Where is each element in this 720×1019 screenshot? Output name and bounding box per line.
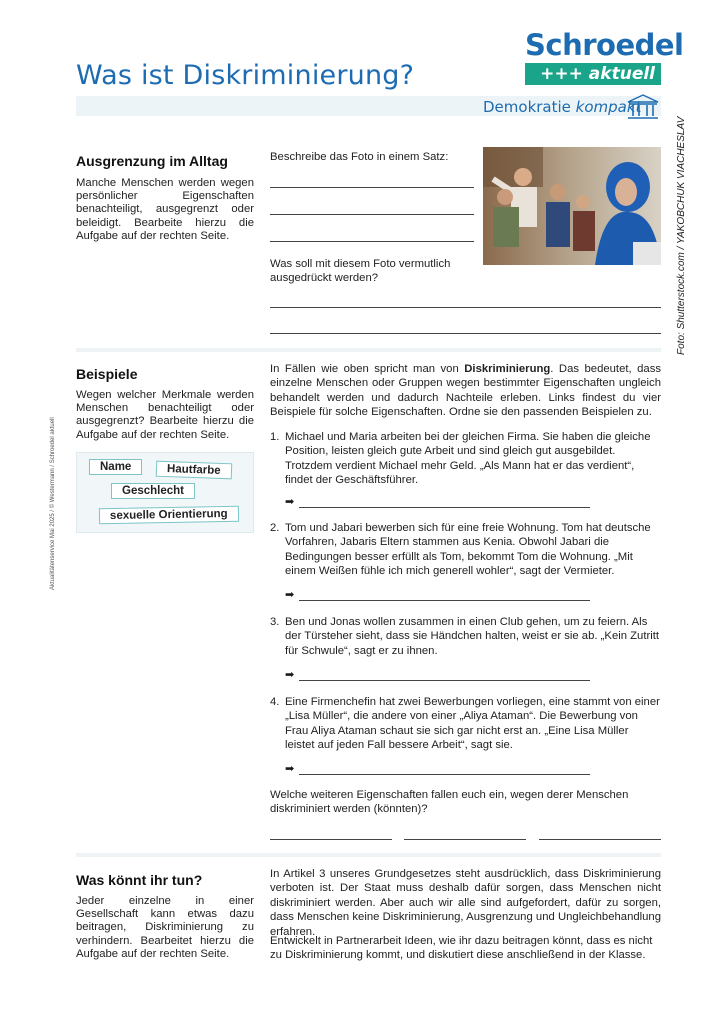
example-number: 1.	[270, 431, 280, 443]
photo-illustration	[483, 147, 661, 265]
question-further-characteristics: Welche weiteren Eigenschaften fallen euch ein, wegen derer Menschen diskriminiert werden (könnten)?	[270, 789, 629, 816]
answer-line[interactable]	[270, 333, 661, 334]
example-text: Ben und Jonas wollen zusammen in einen Club gehen, um zu feiern. Als der Türsteher sieht, dass sie Händchen halten, weist er sie ab. „Kein Zutritt für Schwule“, sagt er zu ihnen.	[285, 616, 660, 657]
section-intro-was-tun: Jeder einzelne in einer Gesellschaft kann etwas dazu beitragen, Diskriminierung zu verhindern. Bearbeitet hierzu die Aufgabe auf der rechten Seite.	[76, 895, 254, 960]
section-heading-beispiele: Beispiele	[76, 366, 138, 382]
discrimination-definition	[270, 362, 661, 420]
example-number: 3.	[270, 616, 280, 628]
word-card-hautfarbe[interactable]: Hautfarbe	[156, 461, 232, 480]
arrow-right-icon: ➡	[285, 496, 295, 508]
section-separator	[76, 853, 661, 857]
example-text: Michael und Maria arbeiten bei der gleichen Firma. Sie haben die gleiche Position, leisten gleich gute Arbeit und sind gleich gut ausgebildet. Trotzdem verdient Michael mehr Geld. „Als Mann hat er das verdient“, findet der Geschäftsführer.	[285, 431, 651, 487]
answer-line[interactable]	[299, 600, 590, 601]
photo-credit: Foto: Shutterstock.com / YAKOBCHUK VIACHESLAV	[676, 116, 687, 355]
temple-icon	[626, 94, 660, 120]
answer-line[interactable]	[299, 507, 590, 508]
answer-line[interactable]	[404, 839, 526, 840]
arrow-right-icon: ➡	[285, 763, 295, 775]
section-separator	[76, 348, 661, 352]
brand-logo-schroedel: Schroedel	[525, 28, 684, 62]
discrimination-photo	[483, 147, 661, 265]
answer-line[interactable]	[270, 839, 392, 840]
series-label	[483, 98, 641, 116]
series-label-normal: Demokratie	[483, 98, 571, 116]
definition-pre: In Fällen wie oben spricht man von	[270, 363, 465, 375]
word-card-geschlecht[interactable]: Geschlecht	[111, 483, 195, 499]
series-label-italic: kompakt	[575, 98, 642, 116]
answer-line[interactable]	[539, 839, 661, 840]
answer-line[interactable]	[270, 241, 474, 242]
section-intro-beispiele: Wegen welcher Merkmale werden Menschen benachteiligt oder ausgegrenzt? Bearbeite hierzu die Aufgabe auf der rechten Seite.	[76, 389, 254, 441]
answer-line[interactable]	[270, 214, 474, 215]
copyright-credit: Aktualitätenservice Mai 2025 / © Westermann / Schroedel aktuell	[50, 417, 56, 590]
answer-line[interactable]	[299, 680, 590, 681]
definition-term: Diskriminierung	[464, 363, 551, 375]
example-number: 4.	[270, 696, 280, 708]
task-partner-work: Entwickelt in Partnerarbeit Ideen, wie ihr dazu beitragen könnt, dass es nicht zu Diskriminierung kommt, und diskutiert diese anschließend in der Klasse.	[270, 935, 653, 962]
definition-post: . Das bedeutet, dass einzelne Menschen oder Gruppen wegen bestimmter Eigenschaften ungleich behandelt werden und dadurch Nachteile erleben. Links findest du vier Beispiele für solche Eigenschaften. Ordne sie den passenden Beispielen zu.	[270, 363, 661, 419]
section-heading-ausgrenzung: Ausgrenzung im Alltag	[76, 153, 228, 169]
arrow-right-icon: ➡	[285, 669, 295, 681]
example-number: 2.	[270, 522, 280, 534]
answer-line[interactable]	[270, 187, 474, 188]
answer-line[interactable]	[270, 307, 661, 308]
arrow-right-icon: ➡	[285, 589, 295, 601]
word-card-name[interactable]: Name	[89, 459, 142, 475]
brand-logo-aktuell: +++ aktuell	[525, 63, 661, 85]
grundgesetz-paragraph: In Artikel 3 unseres Grundgesetzes steht ausdrücklich, dass Diskriminierung verboten ist. Der Staat muss deshalb dafür sorgen, dass Menschen nicht diskriminiert werden. Aber auch wir alle sind aufgefordert, dafür zu sorgen, dass Menschen keine Diskriminierung, Ausgrenzung und Ungleichbehandlung erfahren.	[270, 868, 661, 938]
page-title: Was ist Diskriminierung?	[76, 60, 415, 91]
question-photo-meaning: Was soll mit diesem Foto vermutlich ausgedrückt werden?	[270, 258, 451, 285]
section-intro-ausgrenzung: Manche Menschen werden wegen persönlicher Eigenschaften benachteiligt, ausgegrenzt oder beleidigt. Bearbeite hierzu die Aufgabe auf der rechten Seite.	[76, 177, 254, 242]
example-text: Eine Firmenchefin hat zwei Bewerbungen vorliegen, eine stammt von einer „Lisa Müller“, die andere von einer „Aliya Ataman“. Die Bewerbung von Frau Aliya Ataman schaut sie sich gar nicht erst an. „Eine Lisa Müller leistet auf jeden Fall bessere Arbeit“, sagt sie.	[285, 696, 660, 752]
answer-line[interactable]	[299, 774, 590, 775]
example-text: Tom und Jabari bewerben sich für eine freie Wohnung. Tom hat deutsche Vorfahren, Jabaris Eltern stammen aus Kenia. Obwohl Jabari die Bedingungen besser erfüllt als Tom, bekommt Tom die Wohnung. „Mit einem Weißen fühle ich mich generell wohler“, sagt der Vermieter.	[285, 522, 651, 578]
word-card-sexuelle-orientierung[interactable]: sexuelle Orientierung	[99, 506, 239, 524]
question-describe-photo: Beschreibe das Foto in einem Satz:	[270, 151, 449, 163]
section-heading-was-tun: Was könnt ihr tun?	[76, 872, 203, 888]
